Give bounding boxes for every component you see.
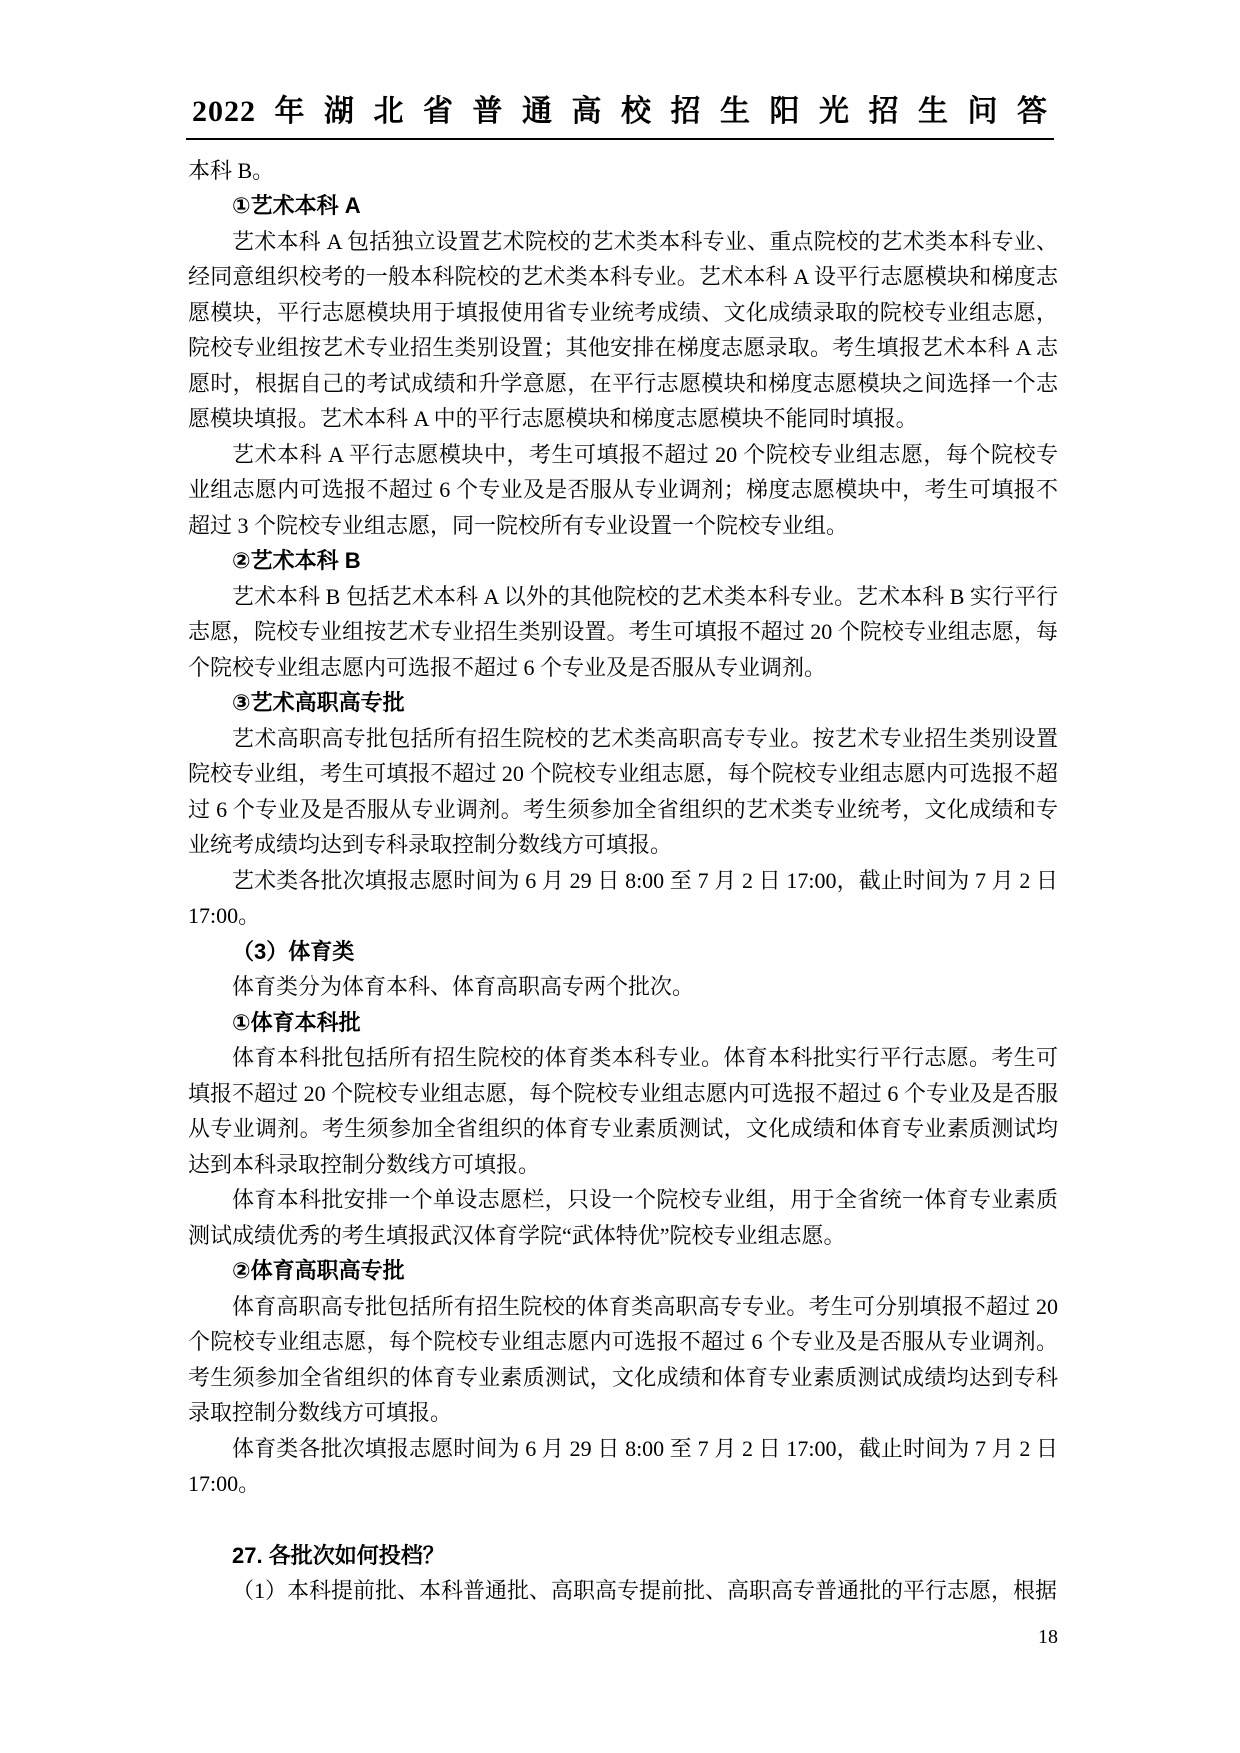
section-heading-sports-benke: ①体育本科批 bbox=[232, 1009, 361, 1035]
section-heading-art-benke-a: ①艺术本科 A bbox=[232, 193, 361, 218]
section-heading-art-benke-b: ②艺术本科 B bbox=[232, 548, 361, 573]
paragraph-art-gaozhi-description: 艺术高职高专批包括所有招生院校的艺术类高职高专专业。按艺术专业招生类别设置院校专业组，考生可填报不超过 20 个院校专业组志愿，每个院校专业组志愿内可选报不超过 6 个专业及是否服从专业调剂。考生须参加全省组织的艺术类专业统考，文化成绩和专业统考成绩均达到专科录取控制分数线方可填报。 bbox=[188, 725, 1058, 857]
document-title: 2022 年 湖 北 省 普 通 高 校 招 生 阳 光 招 生 问 答 bbox=[186, 92, 1054, 140]
paragraph-sports-gaozhi-description: 体育高职高专批包括所有招生院校的体育类高职高专专业。考生可分别填报不超过 20 个院校专业组志愿，每个院校专业组志愿内可选报不超过 6 个专业及是否服从专业调剂。考生须参加全省组织的体育专业素质测试，文化成绩和体育专业素质测试成绩均达到专科录取控制分数线方可填报。 bbox=[188, 1293, 1058, 1425]
section-heading-sports-category: （3）体育类 bbox=[232, 938, 355, 964]
page-number: 18 bbox=[1038, 1626, 1058, 1648]
paragraph-sports-benke-special-column: 体育本科批安排一个单设志愿栏，只设一个院校专业组，用于全省统一体育专业素质测试成绩优秀的考生填报武汉体育学院“武体特优”院校专业组志愿。 bbox=[188, 1187, 1058, 1248]
paragraph-question-27-answer-start: （1）本科提前批、本科普通批、高职高专提前批、高职高专普通批的平行志愿，根据 bbox=[232, 1578, 1058, 1603]
section-heading-sports-gaozhi: ②体育高职高专批 bbox=[232, 1258, 405, 1283]
paragraph-art-benke-a-limits: 艺术本科 A 平行志愿模块中，考生可填报不超过 20 个院校专业组志愿，每个院校专业组志愿内可选报不超过 6 个专业及是否服从专业调剂；梯度志愿模块中，考生可填报不超过 3 个院校专业组志愿，同一院校所有专业设置一个院校专业组。 bbox=[188, 441, 1058, 538]
section-heading-question-27: 27. 各批次如何投档？ bbox=[232, 1542, 445, 1568]
paragraph-sports-benke-description: 体育本科批包括所有招生院校的体育类本科专业。体育本科批实行平行志愿。考生可填报不超过 20 个院校专业组志愿，每个院校专业组志愿内可选报不超过 6 个专业及是否服从专业调剂。考生须参加全省组织的体育专业素质测试，文化成绩和体育专业素质测试均达到本科录取控制分数线方可填报。 bbox=[188, 1045, 1058, 1177]
section-heading-art-gaozhi: ③艺术高职高专批 bbox=[232, 690, 405, 715]
paragraph-sports-schedule: 体育类各批次填报志愿时间为 6 月 29 日 8:00 至 7 月 2 日 17:00，截止时间为 7 月 2 日 17:00。 bbox=[188, 1435, 1058, 1496]
paragraph-art-benke-b-description: 艺术本科 B 包括艺术本科 A 以外的其他院校的艺术类本科专业。艺术本科 B 实行平行志愿，院校专业组按艺术专业招生类别设置。考生可填报不超过 20 个院校专业组志愿，每个院校专业组志愿内可选报不超过 6 个专业及是否服从专业调剂。 bbox=[188, 583, 1058, 680]
document-footer bbox=[188, 1624, 1058, 1650]
document-header bbox=[0, 0, 1240, 140]
paragraph-art-schedule: 艺术类各批次填报志愿时间为 6 月 29 日 8:00 至 7 月 2 日 17:00，截止时间为 7 月 2 日 17:00。 bbox=[188, 867, 1058, 928]
paragraph-art-benke-a-description: 艺术本科 A 包括独立设置艺术院校的艺术类本科专业、重点院校的艺术类本科专业、经同意组织校考的一般本科院校的艺术类本科专业。艺术本科 A 设平行志愿模块和梯度志愿模块，平行志愿模块用于填报使用省专业统考成绩、文化成绩录取的院校专业组志愿，院校专业组按艺术专业招生类别设置；其他安排在梯度志愿录取。考生填报艺术本科 A 志愿时，根据自己的考试成绩和升学意愿，在平行志愿模块和梯度志愿模块之间选择一个志愿模块填报。艺术本科 A 中的平行志愿模块和梯度志愿模块不能同时填报。 bbox=[188, 228, 1058, 431]
paragraph-sports-overview: 体育类分为体育本科、体育高职高专两个批次。 bbox=[232, 974, 695, 999]
document-body bbox=[188, 153, 1058, 1609]
paragraph-continuation-benke-b: 本科 B。 bbox=[188, 157, 275, 183]
